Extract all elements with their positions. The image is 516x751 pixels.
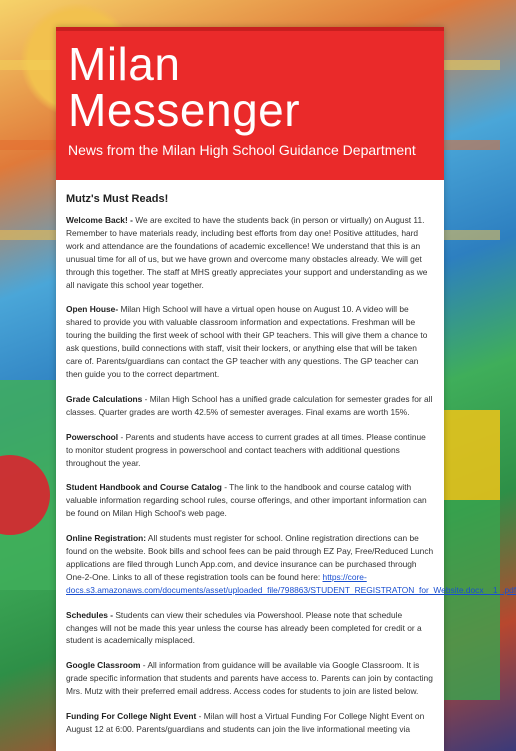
paragraph-text: Students can view their schedules via Powershool. Please note that schedule changes will not be made this year unless the course has already been completed for credit or a student is academically misplaced. (66, 609, 422, 646)
newsletter-subtitle: News from the Milan High School Guidance Department (68, 142, 416, 158)
paragraph-heading: Powerschool (66, 431, 119, 442)
paragraph-heading: Grade Calculations (66, 393, 143, 404)
paragraph-text: - Parents and students have access to current grades at all times. Please continue to monitor student progress in powerschool and contact teachers with additional questions throughout the year. (66, 431, 426, 468)
grade-calculations-paragraph (66, 393, 434, 419)
paragraph-heading: Welcome Back! - (66, 215, 133, 225)
open-house-paragraph (66, 303, 434, 380)
handbook-paragraph (66, 481, 434, 520)
paragraph-text: - Milan High School has a unified grade calculation for semester grades for all classes. Quarter grades are worth 42.5% of semester averages. Final exams are worth 15%. (66, 393, 433, 417)
welcome-paragraph (66, 214, 434, 291)
paragraph-heading: Funding For College Night Event (66, 711, 197, 722)
newsletter-header (56, 27, 444, 180)
title-line-1: Milan (68, 38, 181, 90)
section-heading: Mutz's Must Reads! (66, 193, 169, 205)
registration-link[interactable]: https://core-docs.s3.amazonaws.com/documents/asset/uploaded_file/798863/STUDENT_REGISTRATON_for_Website.docx__1_.pdf (66, 571, 516, 595)
paragraph-text: All students must register for school. Online registration directions can be found on the website. Book bills and school fees can be paid through EZ Pay, Free/Reduced Lunch applications are filed through Lunch App.com, and device insurance can be purchased through One-2-One. Links to all of these registration tools can be found here: (66, 533, 434, 582)
paragraph-text: We are excited to have the students back (in person or virtually) on August 11. Remember to have materials ready, including best efforts from day one! Positive attitudes, hard work and attendance are the foundations of academic excellence! We understand that this is an unusual time for all of us, but we have grown and overcome many obstacles already. We will get through this together. The staff at MHS greatly appreciates your support and understanding as we all navigate this school year together. (66, 215, 428, 290)
paragraph-heading: Google Classroom (66, 660, 141, 671)
google-classroom-paragraph (66, 659, 434, 698)
paragraph-heading: Online Registration: (66, 533, 147, 544)
schedules-paragraph (66, 609, 434, 648)
newsletter-card (56, 27, 516, 751)
newsletter-content (56, 180, 516, 736)
background-block (442, 410, 500, 500)
title-line-2: Messenger (68, 84, 301, 136)
newsletter-title (68, 38, 301, 136)
paragraph-heading: Student Handbook and Course Catalog (66, 482, 222, 493)
background-block (442, 500, 500, 700)
paragraph-text: - All information from guidance will be available via Google Classroom. It is grade specific information that students and parents have access to. Parents can join by contacting Mrs. Mutz with their preferred email address. Access codes for students to join are listed below. (66, 660, 433, 697)
powerschool-paragraph (66, 431, 434, 470)
paragraph-heading: Schedules - (66, 609, 114, 620)
paragraph-heading: Open House- (66, 304, 119, 315)
college-night-paragraph (66, 710, 434, 736)
paragraph-text: Milan High School will have a virtual open house on August 10. A video will be shared to provide you with valuable classroom information and expectations. Freshman will be touring the building the first week of school with their GP teachers. This will give them a chance to ask questions, build connections with staff, visit their lockers, or anything else that will be taken care of. Parents/guardians can contact the GP teacher with any questions. The GP teacher can then guide you to the correct department. (66, 304, 428, 379)
paragraph-text: - The link to the handbook and course catalog with valuable information regarding school rules, course offerings, and other important information can be found on Milan High School's web page. (66, 482, 427, 519)
paragraph-text: - Milan will host a Virtual Funding For College Night Event on August 12 at 6:00. Parents/guardians and students can join the live informational meeting via (66, 711, 425, 734)
online-registration-paragraph (66, 532, 516, 597)
